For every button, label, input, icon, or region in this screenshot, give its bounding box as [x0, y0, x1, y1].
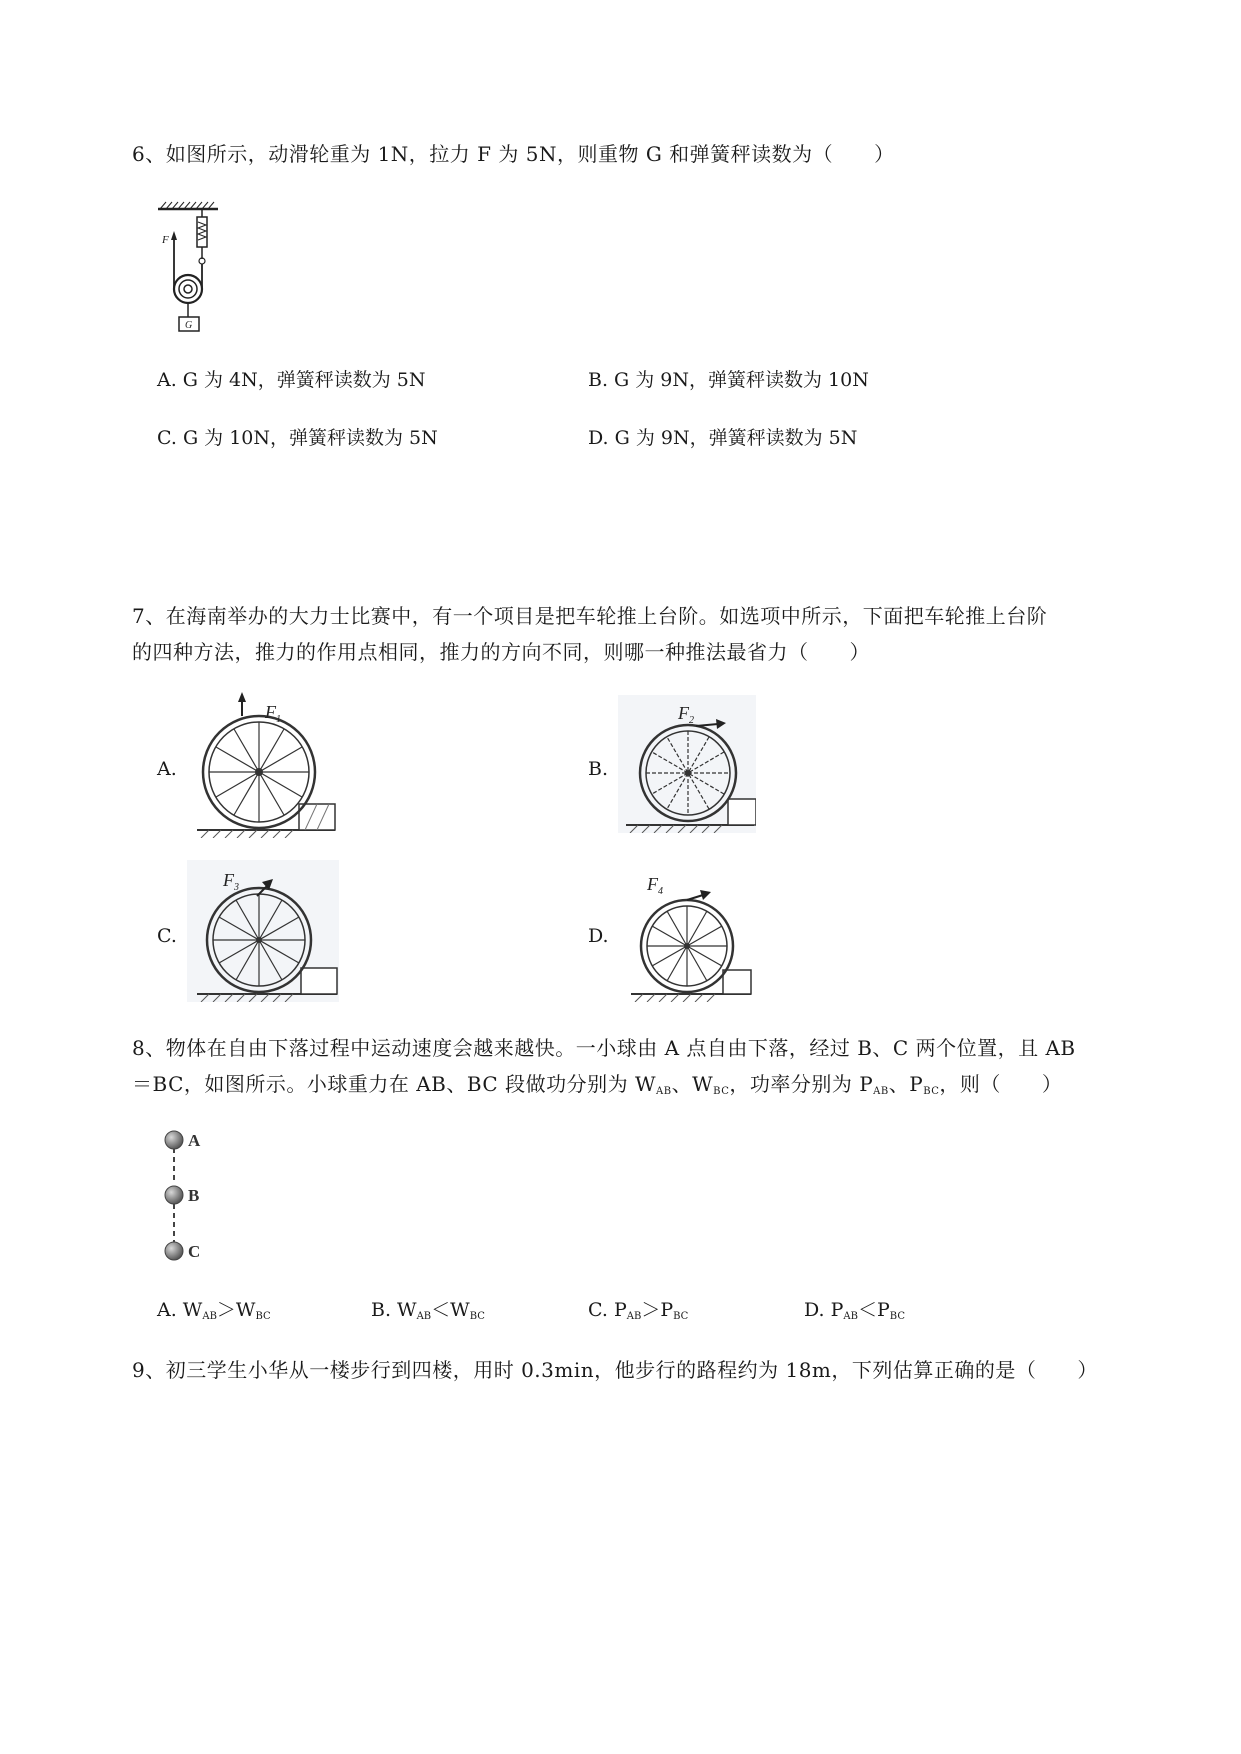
force-sub-a: 1	[276, 714, 281, 725]
q8-option-d[interactable]: D. $P_{AB}<P_{BC}$	[804, 1299, 905, 1322]
q6-option-a[interactable]: A. G 为 4N，弹簧秤读数为 5N	[157, 369, 426, 391]
point-a-label: A	[188, 1131, 201, 1150]
point-c-label: C	[188, 1242, 201, 1261]
q7-stem-line1: 7、在海南举办的大力士比赛中，有一个项目是把车轮推上台阶。如选项中所示，下面把车轮推上台阶	[132, 604, 1048, 628]
svg-text:F2	[677, 703, 694, 726]
q8-option-a[interactable]: A. $W_{AB}>W_{BC}$	[157, 1299, 271, 1322]
weight-g-label: G	[185, 320, 193, 331]
q8-option-c[interactable]: C. $P_{AB}>P_{BC}$	[588, 1299, 689, 1322]
q7-option-b-letter[interactable]: B.	[588, 758, 609, 780]
q9-stem: 9、初三学生小华从一楼步行到四楼，用时 0.3min，他步行的路程约为 18m，下列估算正确的是（ ）	[132, 1358, 1098, 1382]
q8-stem-line2: ＝BC，如图所示。小球重力在 AB、BC 段做功分别为 $W_{AB}$、$W_{BC}$，功率分别为 $P_{AB}$、$P_{BC}$，则（ ）	[132, 1072, 1063, 1097]
svg-text:F1	[264, 702, 281, 725]
point-b-label: B	[188, 1186, 200, 1205]
wheel-figure-b[interactable]	[618, 695, 756, 833]
q8-stem-line1: 8、物体在自由下落过程中运动速度会越来越快。一小球由 A 点自由下落，经过 B、C 两个位置，且 AB	[132, 1036, 1076, 1060]
force-f-label: F	[162, 234, 169, 246]
force-label-c: F	[223, 870, 234, 890]
q7-option-d-letter[interactable]: D.	[588, 925, 609, 947]
force-sub-b: 2	[689, 715, 694, 726]
wheel-figure-a[interactable]	[187, 690, 337, 838]
q6-stem: 6、如图所示，动滑轮重为 1N，拉力 F 为 5N，则重物 G 和弹簧秤读数为（ ）	[132, 142, 895, 166]
q7-option-c-letter[interactable]: C.	[157, 925, 177, 947]
force-label-b: F	[678, 703, 689, 723]
q7-option-a-letter[interactable]: A.	[157, 758, 177, 780]
force-label-a: F	[265, 702, 276, 722]
pulley-figure	[152, 197, 224, 335]
q8-option-b[interactable]: B. $W_{AB}<W_{BC}$	[371, 1299, 485, 1322]
q6-option-c[interactable]: C. G 为 10N，弹簧秤读数为 5N	[157, 427, 438, 449]
wheel-figure-c[interactable]	[187, 860, 339, 1002]
svg-text:F3	[222, 870, 239, 893]
q6-option-b[interactable]: B. G 为 9N，弹簧秤读数为 10N	[588, 369, 869, 391]
force-sub-d: 4	[658, 886, 663, 897]
force-label-d: F	[647, 874, 658, 894]
force-sub-c: 3	[234, 882, 239, 893]
wheel-figure-d[interactable]	[625, 868, 753, 1002]
falling-ball-figure	[158, 1124, 214, 1270]
q6-option-d[interactable]: D. G 为 9N，弹簧秤读数为 5N	[588, 427, 858, 449]
q7-stem-line2: 的四种方法，推力的作用点相同，推力的方向不同，则哪一种推法最省力（ ）	[132, 640, 870, 664]
svg-text:F4	[646, 874, 663, 897]
